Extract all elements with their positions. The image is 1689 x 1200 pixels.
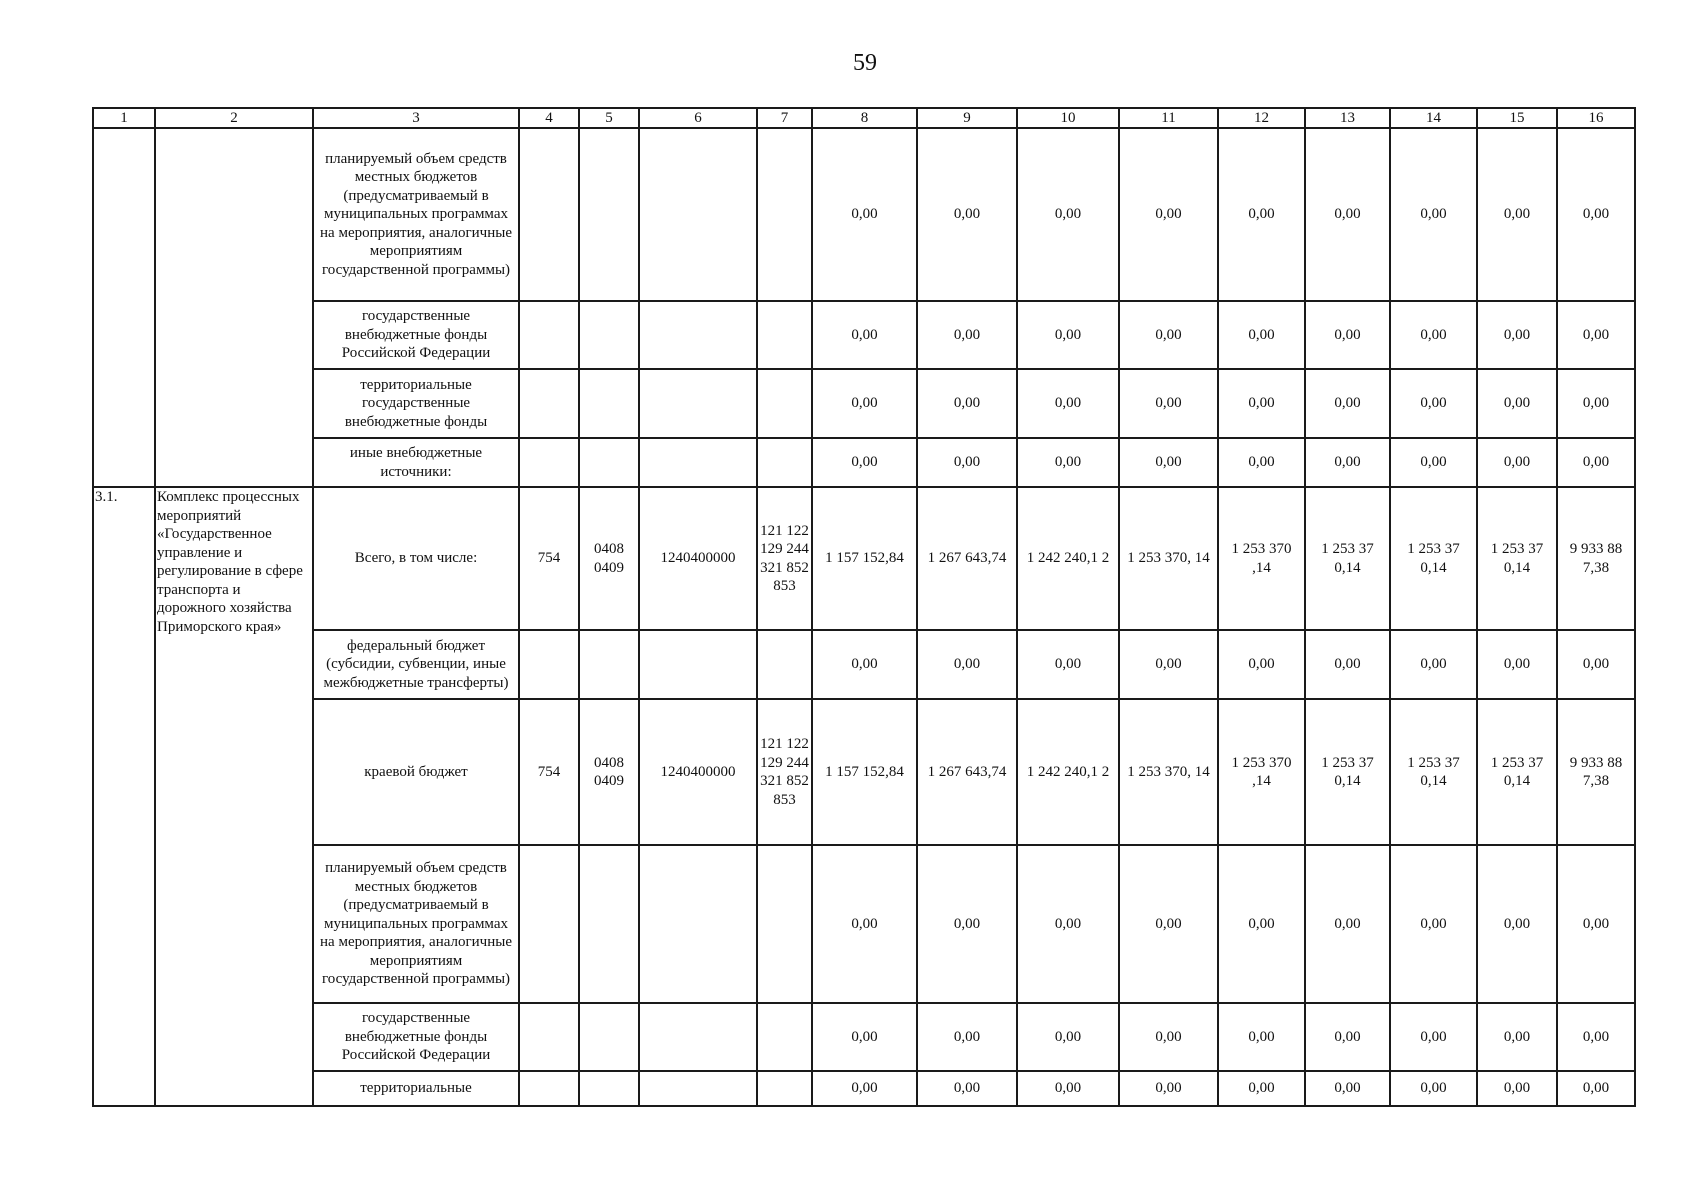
- column-number: 5: [579, 108, 639, 128]
- program-name-cell: [155, 128, 313, 487]
- funding-source-cell: краевой бюджет: [313, 699, 519, 845]
- table-row: [93, 487, 1635, 630]
- value-cell: 0,00: [1477, 438, 1557, 487]
- grbs-code-cell: 754: [519, 487, 579, 630]
- section-code-cell: [579, 1003, 639, 1071]
- value-cell: 0,00: [1218, 369, 1305, 438]
- value-cell: 0,00: [1017, 301, 1119, 369]
- grbs-code-cell: [519, 1071, 579, 1106]
- table-row: [93, 630, 1635, 699]
- value-cell: 0,00: [1557, 301, 1635, 369]
- value-cell: 0,00: [1218, 630, 1305, 699]
- value-cell: 1 242 240,1 2: [1017, 699, 1119, 845]
- value-cell: 0,00: [1218, 1003, 1305, 1071]
- target-article-cell: [639, 301, 757, 369]
- page-number: 59: [853, 50, 877, 76]
- value-cell: 0,00: [917, 128, 1017, 301]
- value-cell: 1 253 370, 14: [1119, 487, 1218, 630]
- value-cell: 0,00: [1218, 1071, 1305, 1106]
- target-article-cell: [639, 369, 757, 438]
- column-number: 1: [93, 108, 155, 128]
- value-cell: 0,00: [1390, 845, 1477, 1003]
- value-cell: 0,00: [917, 1071, 1017, 1106]
- budget-table: [92, 107, 1636, 1107]
- value-cell: 1 253 37 0,14: [1477, 487, 1557, 630]
- value-cell: 0,00: [1119, 369, 1218, 438]
- value-cell: 0,00: [917, 1003, 1017, 1071]
- column-number: 6: [639, 108, 757, 128]
- expense-type-cell: [757, 1003, 812, 1071]
- funding-source-cell: государственные внебюджетные фонды Российской Федерации: [313, 301, 519, 369]
- value-cell: 0,00: [1557, 1071, 1635, 1106]
- value-cell: 1 253 37 0,14: [1390, 699, 1477, 845]
- grbs-code-cell: [519, 630, 579, 699]
- value-cell: 0,00: [812, 369, 917, 438]
- value-cell: 0,00: [1305, 845, 1390, 1003]
- value-cell: 0,00: [1119, 438, 1218, 487]
- column-number: 3: [313, 108, 519, 128]
- column-number: 8: [812, 108, 917, 128]
- value-cell: 0,00: [1218, 301, 1305, 369]
- section-code-cell: [579, 630, 639, 699]
- value-cell: 0,00: [1557, 369, 1635, 438]
- value-cell: 0,00: [1557, 1003, 1635, 1071]
- value-cell: 9 933 88 7,38: [1557, 699, 1635, 845]
- value-cell: 0,00: [1218, 845, 1305, 1003]
- expense-type-cell: [757, 630, 812, 699]
- value-cell: 0,00: [1557, 845, 1635, 1003]
- value-cell: 0,00: [1477, 301, 1557, 369]
- value-cell: 0,00: [1477, 128, 1557, 301]
- expense-type-cell: [757, 438, 812, 487]
- table-row: [93, 845, 1635, 1003]
- value-cell: 0,00: [1477, 1003, 1557, 1071]
- value-cell: 0,00: [1557, 438, 1635, 487]
- value-cell: 0,00: [1305, 1071, 1390, 1106]
- expense-type-cell: 121 122 129 244 321 852 853: [757, 487, 812, 630]
- section-code-cell: [579, 845, 639, 1003]
- target-article-cell: [639, 1071, 757, 1106]
- value-cell: 0,00: [812, 845, 917, 1003]
- funding-source-cell: Всего, в том числе:: [313, 487, 519, 630]
- grbs-code-cell: [519, 438, 579, 487]
- value-cell: 0,00: [1017, 1003, 1119, 1071]
- value-cell: 0,00: [1305, 1003, 1390, 1071]
- row-number-cell: [93, 128, 155, 487]
- value-cell: 0,00: [1218, 128, 1305, 301]
- value-cell: 1 253 37 0,14: [1477, 699, 1557, 845]
- value-cell: 0,00: [1017, 369, 1119, 438]
- value-cell: 0,00: [1390, 369, 1477, 438]
- value-cell: 0,00: [1017, 128, 1119, 301]
- value-cell: 0,00: [1390, 630, 1477, 699]
- value-cell: 0,00: [1017, 845, 1119, 1003]
- section-code-cell: [579, 1071, 639, 1106]
- table-row: [93, 1003, 1635, 1071]
- expense-type-cell: [757, 128, 812, 301]
- value-cell: 0,00: [812, 630, 917, 699]
- value-cell: 1 253 37 0,14: [1390, 487, 1477, 630]
- section-code-cell: [579, 128, 639, 301]
- funding-source-cell: территориальные: [313, 1071, 519, 1106]
- value-cell: 0,00: [812, 128, 917, 301]
- column-number: 14: [1390, 108, 1477, 128]
- funding-source-cell: государственные внебюджетные фонды Российской Федерации: [313, 1003, 519, 1071]
- grbs-code-cell: [519, 845, 579, 1003]
- value-cell: 1 157 152,84: [812, 699, 917, 845]
- value-cell: 9 933 88 7,38: [1557, 487, 1635, 630]
- column-number: 2: [155, 108, 313, 128]
- value-cell: 0,00: [1119, 1071, 1218, 1106]
- column-number: 4: [519, 108, 579, 128]
- value-cell: 1 253 37 0,14: [1305, 699, 1390, 845]
- value-cell: 0,00: [1477, 845, 1557, 1003]
- value-cell: 0,00: [812, 438, 917, 487]
- column-number: 13: [1305, 108, 1390, 128]
- grbs-code-cell: [519, 1003, 579, 1071]
- value-cell: 0,00: [1119, 845, 1218, 1003]
- value-cell: 0,00: [1557, 128, 1635, 301]
- section-code-cell: 0408 0409: [579, 487, 639, 630]
- value-cell: 1 253 370, 14: [1119, 699, 1218, 845]
- value-cell: 1 253 37 0,14: [1305, 487, 1390, 630]
- value-cell: 0,00: [917, 301, 1017, 369]
- table-row: [93, 438, 1635, 487]
- grbs-code-cell: 754: [519, 699, 579, 845]
- value-cell: 0,00: [917, 369, 1017, 438]
- value-cell: 1 253 370 ,14: [1218, 487, 1305, 630]
- value-cell: 0,00: [1119, 630, 1218, 699]
- value-cell: 0,00: [917, 845, 1017, 1003]
- column-number: 11: [1119, 108, 1218, 128]
- value-cell: 0,00: [1017, 1071, 1119, 1106]
- target-article-cell: [639, 438, 757, 487]
- target-article-cell: [639, 845, 757, 1003]
- value-cell: 0,00: [1390, 1003, 1477, 1071]
- section-code-cell: [579, 369, 639, 438]
- value-cell: 0,00: [812, 1003, 917, 1071]
- value-cell: 0,00: [1390, 438, 1477, 487]
- column-number: 10: [1017, 108, 1119, 128]
- section-code-cell: [579, 301, 639, 369]
- funding-source-cell: планируемый объем средств местных бюджетов (предусматриваемый в муниципальных программах на мероприятия, аналогичные мероприятиям государственной программы): [313, 128, 519, 301]
- target-article-cell: [639, 128, 757, 301]
- value-cell: 0,00: [1017, 630, 1119, 699]
- column-number-row: [93, 108, 1635, 128]
- expense-type-cell: [757, 845, 812, 1003]
- funding-source-cell: территориальные государственные внебюджетные фонды: [313, 369, 519, 438]
- column-number: 7: [757, 108, 812, 128]
- expense-type-cell: 121 122 129 244 321 852 853: [757, 699, 812, 845]
- target-article-cell: [639, 1003, 757, 1071]
- value-cell: 0,00: [1390, 1071, 1477, 1106]
- column-number: 9: [917, 108, 1017, 128]
- value-cell: 0,00: [1305, 630, 1390, 699]
- expense-type-cell: [757, 369, 812, 438]
- value-cell: 0,00: [1218, 438, 1305, 487]
- grbs-code-cell: [519, 301, 579, 369]
- grbs-code-cell: [519, 128, 579, 301]
- section-code-cell: 0408 0409: [579, 699, 639, 845]
- value-cell: 1 253 370 ,14: [1218, 699, 1305, 845]
- value-cell: 0,00: [1305, 438, 1390, 487]
- value-cell: 0,00: [1477, 369, 1557, 438]
- table-row: [93, 1071, 1635, 1106]
- column-number: 16: [1557, 108, 1635, 128]
- value-cell: 0,00: [1119, 301, 1218, 369]
- table-row: [93, 369, 1635, 438]
- table-row: [93, 301, 1635, 369]
- value-cell: 0,00: [1477, 630, 1557, 699]
- value-cell: 1 242 240,1 2: [1017, 487, 1119, 630]
- value-cell: 0,00: [1477, 1071, 1557, 1106]
- program-name-cell: Комплекс процессных мероприятий «Государственное управление и регулирование в сфере транспорта и дорожного хозяйства Приморского края»: [155, 487, 313, 1106]
- value-cell: 0,00: [917, 438, 1017, 487]
- value-cell: 0,00: [812, 301, 917, 369]
- value-cell: 0,00: [1305, 369, 1390, 438]
- target-article-cell: 1240400000: [639, 699, 757, 845]
- table-row: [93, 699, 1635, 845]
- expense-type-cell: [757, 1071, 812, 1106]
- value-cell: 0,00: [1119, 128, 1218, 301]
- expense-type-cell: [757, 301, 812, 369]
- value-cell: 0,00: [1390, 128, 1477, 301]
- value-cell: 1 267 643,74: [917, 699, 1017, 845]
- value-cell: 1 157 152,84: [812, 487, 917, 630]
- value-cell: 0,00: [1119, 1003, 1218, 1071]
- value-cell: 0,00: [1305, 301, 1390, 369]
- value-cell: 0,00: [1305, 128, 1390, 301]
- column-number: 12: [1218, 108, 1305, 128]
- value-cell: 1 267 643,74: [917, 487, 1017, 630]
- value-cell: 0,00: [1557, 630, 1635, 699]
- section-code-cell: [579, 438, 639, 487]
- column-number: 15: [1477, 108, 1557, 128]
- table-row: [93, 128, 1635, 301]
- row-number-cell: 3.1.: [93, 487, 155, 1106]
- value-cell: 0,00: [1017, 438, 1119, 487]
- value-cell: 0,00: [812, 1071, 917, 1106]
- target-article-cell: [639, 630, 757, 699]
- value-cell: 0,00: [917, 630, 1017, 699]
- target-article-cell: 1240400000: [639, 487, 757, 630]
- value-cell: 0,00: [1390, 301, 1477, 369]
- funding-source-cell: планируемый объем средств местных бюджетов (предусматриваемый в муниципальных программах на мероприятия, аналогичные мероприятиям государственной программы): [313, 845, 519, 1003]
- grbs-code-cell: [519, 369, 579, 438]
- funding-source-cell: федеральный бюджет (субсидии, субвенции, иные межбюджетные трансферты): [313, 630, 519, 699]
- funding-source-cell: иные внебюджетные источники:: [313, 438, 519, 487]
